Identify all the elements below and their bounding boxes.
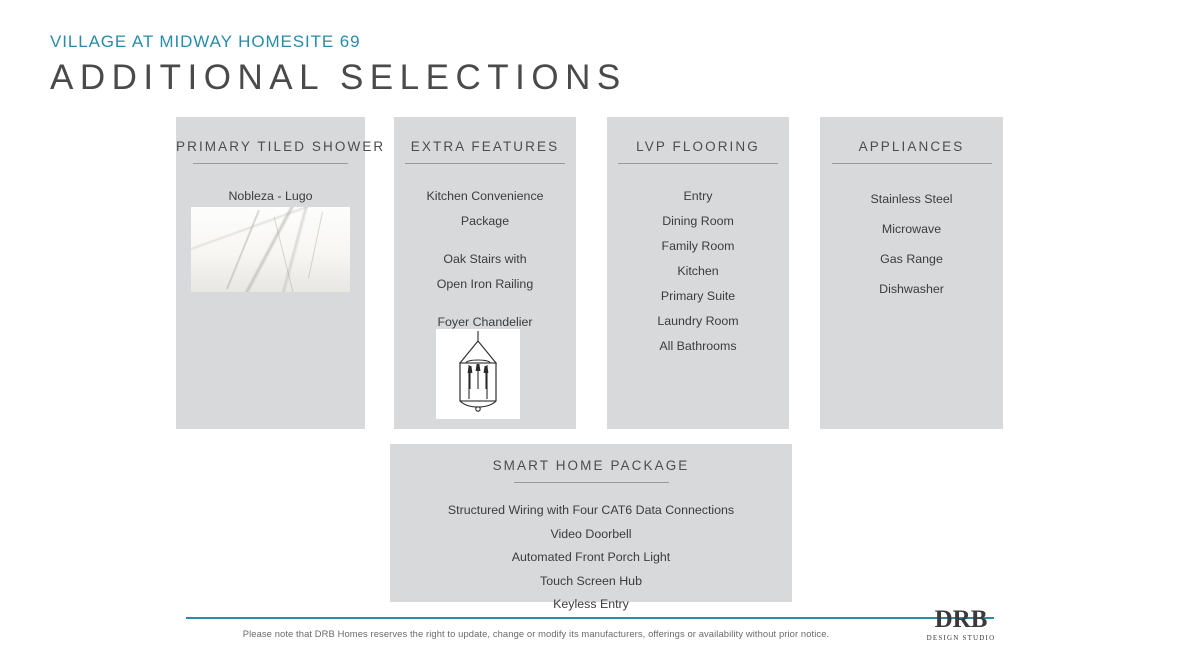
card-smart-home-package [390, 444, 792, 611]
list-item: Nobleza - Lugo [228, 189, 313, 203]
card-body [176, 184, 365, 209]
title-divider [193, 163, 348, 164]
card-primary-tiled-shower [176, 117, 386, 429]
list-item: Kitchen Convenience [426, 189, 544, 203]
card-body [390, 499, 792, 617]
list-item: Gas Range [880, 252, 943, 266]
list-item: Touch Screen Hub [540, 573, 642, 588]
list-item: Microwave [881, 222, 942, 236]
title-divider [618, 163, 778, 164]
spacer [394, 234, 576, 247]
logo-subtitle: DESIGN STUDIO [926, 634, 996, 642]
logo-mark: DRB [934, 606, 988, 633]
card-title: APPLIANCES [858, 139, 965, 154]
card-extra-features [394, 117, 576, 429]
footer-disclaimer: Please note that DRB Homes reserves the right to update, change or modify its manufacturers, offerings or availability without prior notice. [242, 628, 830, 639]
card-body [394, 184, 576, 335]
list-item: Kitchen [677, 264, 719, 278]
list-item: Dining Room [662, 214, 734, 228]
drb-design-studio-logo [925, 607, 997, 642]
list-item: All Bathrooms [659, 339, 737, 353]
list-item: Primary Suite [660, 289, 736, 303]
list-item: Package [460, 214, 510, 228]
card-title: EXTRA FEATURES [410, 139, 560, 154]
list-item: Keyless Entry [553, 597, 629, 611]
card-lvp-flooring [607, 117, 789, 429]
list-item: Stainless Steel [870, 192, 953, 206]
card-title: PRIMARY TILED SHOWER [176, 139, 386, 154]
page-header [50, 32, 627, 98]
list-item: Automated Front Porch Light [511, 550, 671, 564]
card-body [820, 184, 1003, 304]
list-item: Structured Wiring with Four CAT6 Data Connections [447, 503, 735, 517]
foyer-chandelier-image [436, 329, 520, 419]
list-item: Foyer Chandelier [437, 315, 533, 329]
footer-divider [186, 617, 994, 619]
card-title: LVP FLOORING [636, 139, 760, 154]
card-body [607, 184, 789, 359]
card-appliances [820, 117, 1003, 429]
spacer [394, 297, 576, 310]
list-item: Open Iron Railing [436, 277, 534, 291]
list-item: Laundry Room [657, 314, 739, 328]
marble-tile-swatch-image [191, 207, 350, 292]
page-title: ADDITIONAL SELECTIONS [50, 58, 627, 97]
card-title: SMART HOME PACKAGE [492, 458, 690, 473]
list-item: Oak Stairs with [443, 252, 527, 266]
list-item: Entry [683, 189, 713, 203]
title-divider [514, 482, 669, 483]
list-item: Family Room [661, 239, 735, 253]
list-item: Dishwasher [879, 282, 944, 296]
community-subtitle: VILLAGE AT MIDWAY HOMESITE 69 [50, 32, 361, 51]
title-divider [832, 163, 992, 164]
list-item: Video Doorbell [550, 526, 632, 541]
title-divider [405, 163, 565, 164]
